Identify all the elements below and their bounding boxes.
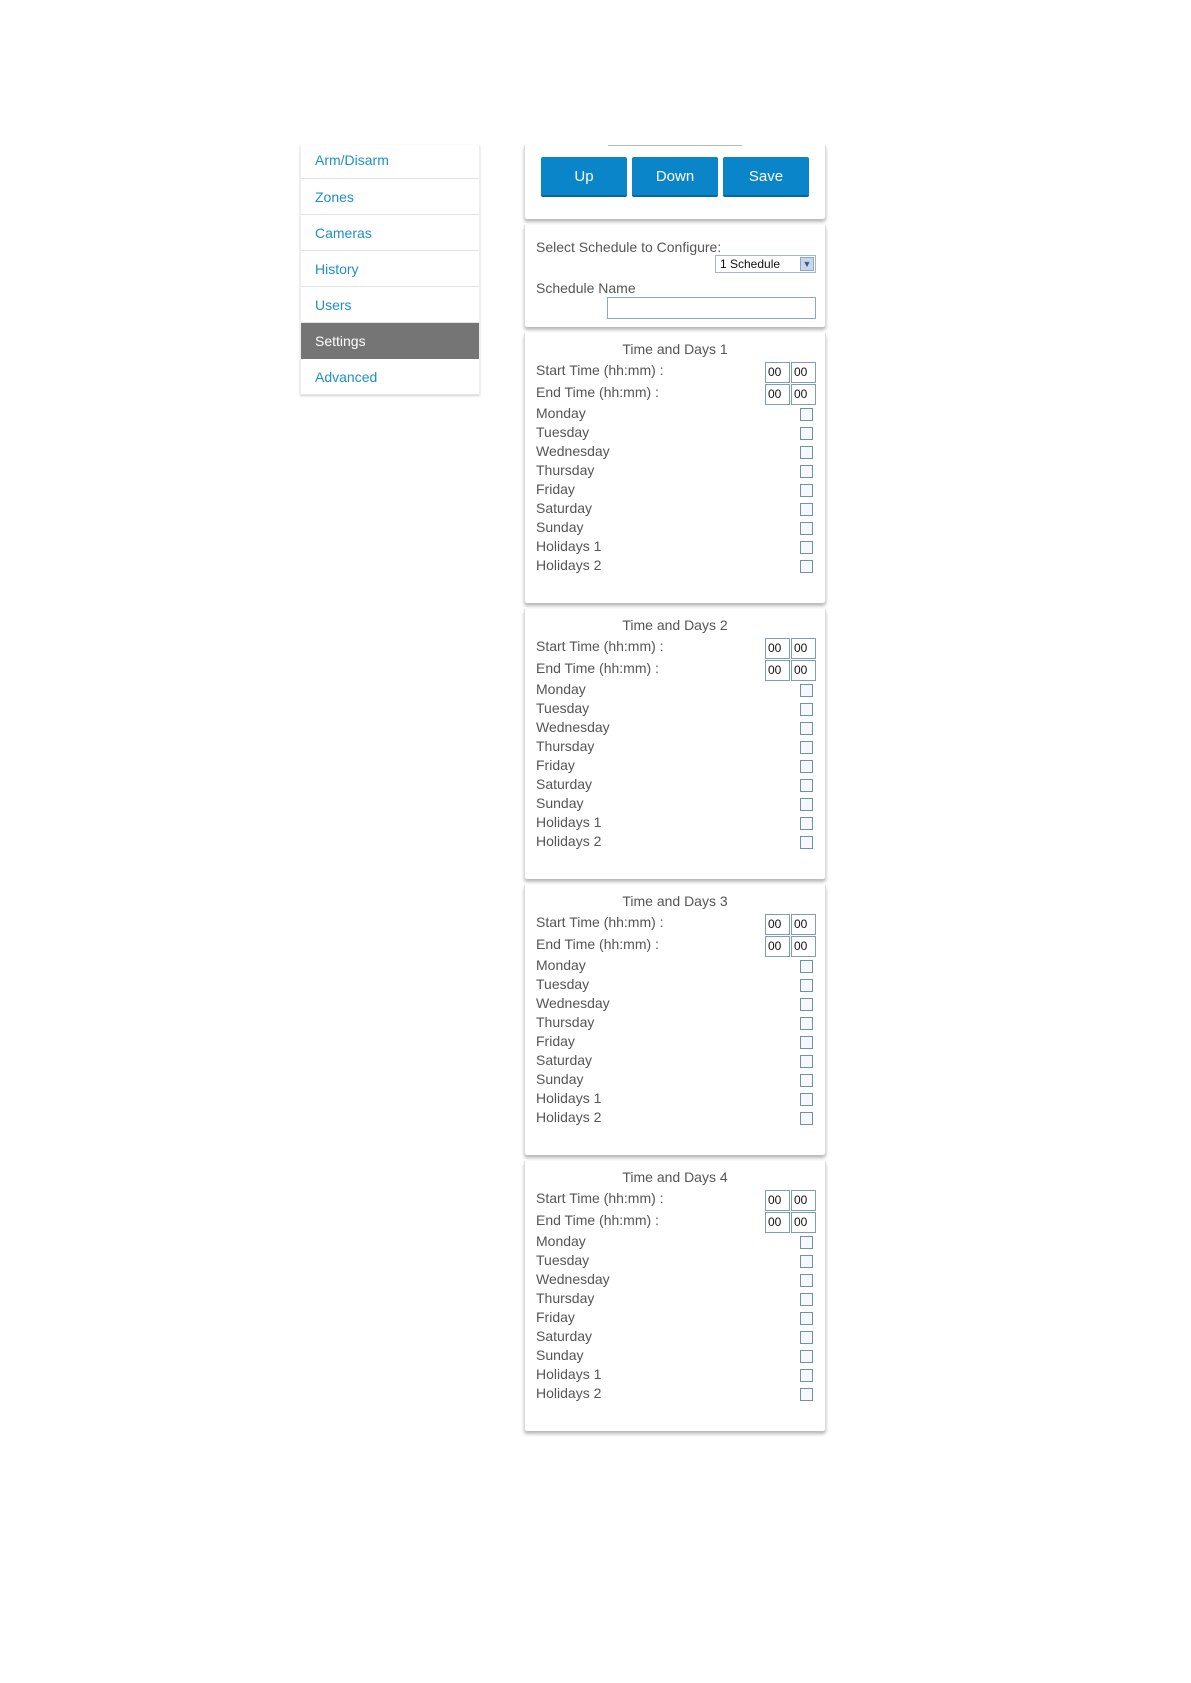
start-minute-input[interactable]: 00 xyxy=(791,638,816,659)
day-checkbox-sunday[interactable] xyxy=(800,1350,813,1363)
day-checkbox-holidays-1[interactable] xyxy=(800,1369,813,1382)
day-label-wednesday: Wednesday xyxy=(536,443,610,459)
day-label-holidays-2: Holidays 2 xyxy=(536,833,602,849)
schedule-editor xyxy=(524,145,826,1431)
day-label-saturday: Saturday xyxy=(536,500,593,516)
start-time-label: Start Time (hh:mm) : xyxy=(536,638,664,654)
day-label-holidays-2: Holidays 2 xyxy=(536,1385,602,1401)
day-checkbox-thursday[interactable] xyxy=(800,1293,813,1306)
day-label-sunday: Sunday xyxy=(536,1347,584,1363)
day-label-saturday: Saturday xyxy=(536,1052,593,1068)
time-and-days-panel xyxy=(524,885,826,1155)
day-checkbox-thursday[interactable] xyxy=(800,1017,813,1030)
time-and-days-title: Time and Days 1 xyxy=(622,341,728,357)
time-and-days-panel xyxy=(524,609,826,879)
end-hour-input[interactable]: 00 xyxy=(765,936,790,957)
day-label-friday: Friday xyxy=(536,1309,575,1325)
day-checkbox-holidays-2[interactable] xyxy=(800,560,813,573)
panel-divider xyxy=(608,145,742,146)
day-checkbox-saturday[interactable] xyxy=(800,779,813,792)
schedule-select-panel xyxy=(524,225,826,327)
schedule-select[interactable] xyxy=(715,255,816,273)
sidebar-item-arm-disarm[interactable]: Arm/Disarm xyxy=(301,145,479,179)
day-label-friday: Friday xyxy=(536,757,575,773)
day-checkbox-holidays-1[interactable] xyxy=(800,541,813,554)
chevron-down-icon[interactable]: ▼ xyxy=(800,257,814,271)
day-checkbox-tuesday[interactable] xyxy=(800,427,813,440)
end-minute-input[interactable]: 00 xyxy=(791,1212,816,1233)
day-checkbox-wednesday[interactable] xyxy=(800,722,813,735)
day-label-thursday: Thursday xyxy=(536,1290,595,1306)
start-time-label: Start Time (hh:mm) : xyxy=(536,1190,664,1206)
day-label-holidays-2: Holidays 2 xyxy=(536,1109,602,1125)
day-checkbox-friday[interactable] xyxy=(800,1312,813,1325)
day-label-thursday: Thursday xyxy=(536,738,595,754)
schedule-select-label: Select Schedule to Configure: xyxy=(536,239,722,255)
sidebar-item-zones[interactable]: Zones xyxy=(301,179,479,215)
day-label-holidays-1: Holidays 1 xyxy=(536,1366,602,1382)
day-label-thursday: Thursday xyxy=(536,462,595,478)
sidebar-item-advanced[interactable]: Advanced xyxy=(301,359,479,395)
day-checkbox-thursday[interactable] xyxy=(800,741,813,754)
end-minute-input[interactable]: 00 xyxy=(791,384,816,405)
end-time-label: End Time (hh:mm) : xyxy=(536,660,659,676)
schedule-name-label: Schedule Name xyxy=(536,280,636,296)
sidebar-item-history[interactable]: History xyxy=(301,251,479,287)
start-hour-input[interactable]: 00 xyxy=(765,362,790,383)
day-checkbox-friday[interactable] xyxy=(800,1036,813,1049)
day-label-wednesday: Wednesday xyxy=(536,719,610,735)
save-button[interactable]: Save xyxy=(723,157,809,197)
start-time-label: Start Time (hh:mm) : xyxy=(536,362,664,378)
day-label-tuesday: Tuesday xyxy=(536,1252,590,1268)
day-checkbox-tuesday[interactable] xyxy=(800,703,813,716)
end-time-label: End Time (hh:mm) : xyxy=(536,1212,659,1228)
day-checkbox-holidays-1[interactable] xyxy=(800,1093,813,1106)
start-minute-input[interactable]: 00 xyxy=(791,914,816,935)
day-label-tuesday: Tuesday xyxy=(536,976,590,992)
day-checkbox-monday[interactable] xyxy=(800,684,813,697)
down-button[interactable]: Down xyxy=(632,157,718,197)
day-checkbox-friday[interactable] xyxy=(800,760,813,773)
time-and-days-title: Time and Days 2 xyxy=(622,617,728,633)
start-hour-input[interactable]: 00 xyxy=(765,1190,790,1211)
up-button[interactable]: Up xyxy=(541,157,627,197)
end-minute-input[interactable]: 00 xyxy=(791,660,816,681)
day-label-tuesday: Tuesday xyxy=(536,424,590,440)
day-label-thursday: Thursday xyxy=(536,1014,595,1030)
day-checkbox-saturday[interactable] xyxy=(800,1331,813,1344)
time-and-days-title: Time and Days 4 xyxy=(622,1169,728,1185)
day-label-sunday: Sunday xyxy=(536,795,584,811)
day-checkbox-holidays-2[interactable] xyxy=(800,1112,813,1125)
day-checkbox-holidays-2[interactable] xyxy=(800,1388,813,1401)
day-label-monday: Monday xyxy=(536,405,586,421)
start-hour-input[interactable]: 00 xyxy=(765,914,790,935)
day-label-holidays-1: Holidays 1 xyxy=(536,814,602,830)
time-and-days-panel xyxy=(524,1161,826,1431)
day-label-wednesday: Wednesday xyxy=(536,995,610,1011)
day-label-wednesday: Wednesday xyxy=(536,1271,610,1287)
day-checkbox-sunday[interactable] xyxy=(800,798,813,811)
start-time-label: Start Time (hh:mm) : xyxy=(536,914,664,930)
start-minute-input[interactable]: 00 xyxy=(791,1190,816,1211)
day-label-sunday: Sunday xyxy=(536,1071,584,1087)
action-button-panel xyxy=(524,145,826,219)
day-checkbox-tuesday[interactable] xyxy=(800,979,813,992)
start-hour-input[interactable]: 00 xyxy=(765,638,790,659)
day-checkbox-wednesday[interactable] xyxy=(800,998,813,1011)
day-label-holidays-2: Holidays 2 xyxy=(536,557,602,573)
time-and-days-list xyxy=(524,333,826,1431)
day-label-holidays-1: Holidays 1 xyxy=(536,538,602,554)
day-checkbox-saturday[interactable] xyxy=(800,1055,813,1068)
sidebar-item-cameras[interactable]: Cameras xyxy=(301,215,479,251)
day-checkbox-monday[interactable] xyxy=(800,408,813,421)
day-label-sunday: Sunday xyxy=(536,519,584,535)
day-label-friday: Friday xyxy=(536,481,575,497)
day-label-friday: Friday xyxy=(536,1033,575,1049)
end-time-label: End Time (hh:mm) : xyxy=(536,936,659,952)
day-label-tuesday: Tuesday xyxy=(536,700,590,716)
day-checkbox-wednesday[interactable] xyxy=(800,1274,813,1287)
schedule-name-input[interactable] xyxy=(607,297,816,319)
end-time-label: End Time (hh:mm) : xyxy=(536,384,659,400)
day-checkbox-friday[interactable] xyxy=(800,484,813,497)
day-checkbox-sunday[interactable] xyxy=(800,1074,813,1087)
day-checkbox-thursday[interactable] xyxy=(800,465,813,478)
end-hour-input[interactable]: 00 xyxy=(765,1212,790,1233)
day-label-monday: Monday xyxy=(536,957,586,973)
day-checkbox-saturday[interactable] xyxy=(800,503,813,516)
day-label-monday: Monday xyxy=(536,681,586,697)
day-label-monday: Monday xyxy=(536,1233,586,1249)
day-checkbox-monday[interactable] xyxy=(800,960,813,973)
day-checkbox-monday[interactable] xyxy=(800,1236,813,1249)
day-checkbox-holidays-2[interactable] xyxy=(800,836,813,849)
day-label-holidays-1: Holidays 1 xyxy=(536,1090,602,1106)
end-hour-input[interactable]: 00 xyxy=(765,384,790,405)
day-checkbox-wednesday[interactable] xyxy=(800,446,813,459)
day-label-saturday: Saturday xyxy=(536,776,593,792)
sidebar-nav xyxy=(300,145,480,395)
start-minute-input[interactable]: 00 xyxy=(791,362,816,383)
end-hour-input[interactable]: 00 xyxy=(765,660,790,681)
day-checkbox-holidays-1[interactable] xyxy=(800,817,813,830)
day-checkbox-tuesday[interactable] xyxy=(800,1255,813,1268)
day-checkbox-sunday[interactable] xyxy=(800,522,813,535)
time-and-days-title: Time and Days 3 xyxy=(622,893,728,909)
sidebar-item-users[interactable]: Users xyxy=(301,287,479,323)
time-and-days-panel xyxy=(524,333,826,603)
day-label-saturday: Saturday xyxy=(536,1328,593,1344)
schedule-select-value: 1 Schedule xyxy=(720,257,781,271)
sidebar-item-settings[interactable]: Settings xyxy=(301,323,479,359)
end-minute-input[interactable]: 00 xyxy=(791,936,816,957)
